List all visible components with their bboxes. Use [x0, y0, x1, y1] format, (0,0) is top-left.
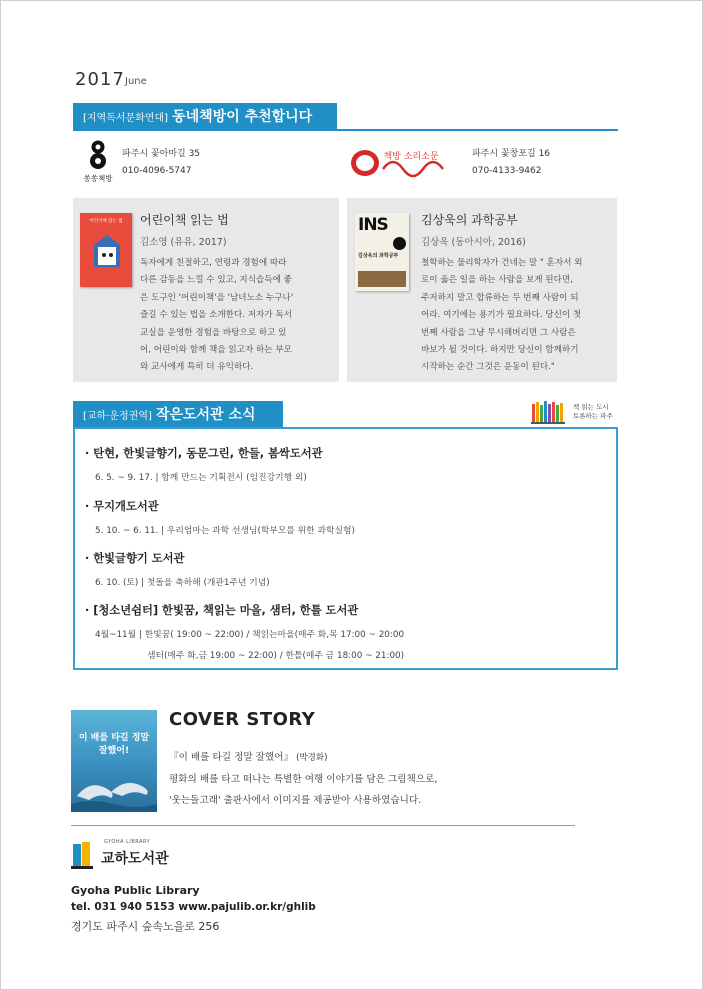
- cover-story-text: [169, 747, 589, 811]
- book1-desc-line: 즐길 수 있는 법을 소개한다. 저자가 독서: [140, 310, 292, 321]
- cover-story-line: '웃는돌고래' 출판사에서 이미지를 제공받아 사용하였습니다.: [169, 795, 422, 806]
- section2-tab: [73, 401, 283, 427]
- store1-logo-text: 쏭쏭책방: [83, 174, 113, 183]
- book2-cover-title: 김상욱의 과학공부: [358, 253, 399, 259]
- bullet: ·: [85, 552, 90, 565]
- book2-desc-line: 번째 사람을 그냥 무시해버리면 그 사람은: [421, 327, 576, 338]
- cover-story-book-title: 『이 배를 타길 정말 잘했어』: [169, 752, 294, 763]
- section1-tab-title: 동네책방이 추천합니다: [172, 109, 313, 125]
- book1-desc-line: 어, 어린이와 함께 책을 읽고자 하는 부모: [140, 345, 292, 356]
- bullet: ·: [85, 500, 90, 513]
- book1-desc-line: 은 도구인 '어린이책'을 '남녀노소 누구나': [140, 292, 294, 303]
- book1-desc-line: 독자에게 친절하고, 연령과 경험에 따라: [140, 258, 287, 268]
- section2-tab-small: [교하·운정권역]: [83, 410, 152, 422]
- library-logo-text: 교하도서관: [101, 851, 169, 867]
- cover-story-line: 평화의 배를 타고 떠나는 특별한 여행 이야기를 담은 그림책으로,: [169, 774, 438, 785]
- news-item: [85, 498, 355, 536]
- library-contact: tel. 031 940 5153 www.pajulib.or.kr/ghlib: [71, 901, 316, 913]
- cover-image: [71, 710, 157, 812]
- cover-story-book-line: [169, 747, 589, 769]
- section1-tab: [73, 103, 337, 129]
- book1-title: 어린이책 읽는 법: [140, 213, 229, 227]
- reading-city-logo-text: [573, 403, 613, 421]
- book1-author: 김소영 (유유, 2017): [140, 237, 227, 248]
- news-item-title-text: 무지개도서관: [93, 500, 159, 513]
- library-name: Gyoha Public Library: [71, 884, 200, 897]
- book2-cover-dot: [393, 237, 406, 250]
- library-logo-small-text: GYOHA LIBRARY: [104, 839, 151, 845]
- reading-city-line2: 토론하는 파주: [573, 412, 613, 420]
- news-item-title-text: 탄현, 한빛글향기, 동문그린, 한들, 봄싹도서관: [93, 447, 323, 460]
- book2-desc-line: 바보가 될 것이다. 하지만 당신이 함께하기: [421, 345, 579, 356]
- header-year: 2017: [75, 69, 125, 90]
- cover-story-heading: COVER STORY: [169, 709, 316, 730]
- book2-desc-line: 주저하지 말고 합류하는 두 번째 사람이 되: [421, 292, 579, 303]
- book2-desc-line: 철학하는 물리학자가 건네는 말 " 혼자서 외: [421, 258, 583, 268]
- store1-phone: 010-4096-5747: [122, 166, 192, 176]
- news-item: [85, 550, 270, 588]
- cover-image-text: 이 배를 타길 정말 잘했어!: [78, 733, 150, 756]
- section1-divider: [73, 129, 618, 131]
- books-icon: [531, 400, 569, 424]
- book1-desc-line: 교실을 운영한 경험을 바탕으로 하고 있: [140, 327, 287, 338]
- book1-description: [140, 255, 336, 377]
- book1-cover-title: 어린이책 읽는 법: [89, 219, 123, 224]
- dolphin-icon: [71, 766, 157, 812]
- news-item-detail: 샘터(매주 화,금 19:00 ~ 22:00) / 한틀(매주 금 18:00 ~ 21:00): [147, 651, 405, 661]
- book1-cover-illustration-icon: [92, 233, 122, 273]
- book2-cover: [355, 213, 409, 291]
- library-logo-icon: [71, 840, 95, 870]
- book1-desc-line: 다른 감동을 느낄 수 있고, 지식습득에 좋: [140, 275, 292, 286]
- book2-title: 김상욱의 과학공부: [421, 213, 518, 227]
- footer-divider: [71, 825, 575, 826]
- news-item-detail: 5. 10. ~ 6. 11. | 우리엄마는 과학 선생님(학부모를 위한 과학실험): [95, 526, 355, 536]
- reading-city-line1: 책 읽는 도시: [573, 403, 609, 411]
- book1-desc-line: 와 교사에게 특히 더 유익하다.: [140, 362, 254, 373]
- reading-city-logo: [531, 400, 621, 426]
- news-item-title: [85, 498, 355, 514]
- store2-logo-text: 책방 소리소문: [383, 152, 439, 162]
- book2-author: 김상욱 (동아시아, 2016): [421, 237, 526, 248]
- section1-tab-small: [지역독서문화연대]: [83, 112, 169, 124]
- news-item-title: [85, 602, 404, 618]
- store1-address: 파주시 꽃아마길 35: [122, 149, 201, 159]
- news-item-title-text: [청소년쉼터] 한빛꿈, 책읽는 마을, 샘터, 한틀 도서관: [93, 604, 359, 617]
- store2-phone: 070-4133-9462: [472, 166, 542, 176]
- cover-story-book-author: (박경화): [296, 753, 328, 763]
- news-item: [85, 445, 323, 483]
- news-item-detail: 6. 10. (토) | 첫돌을 축하해 (개관1주년 기념): [95, 578, 270, 588]
- news-item-detail: 6. 5. ~ 9. 17. | 함께 만드는 기획전시 (임진강기행 외): [95, 473, 307, 483]
- store2-logo: [349, 139, 455, 183]
- store2-info: [472, 146, 550, 180]
- gyoha-library-logo: [71, 838, 181, 870]
- book2-cover-big-text: INS: [358, 215, 388, 235]
- store1-logo-icon: [83, 139, 113, 185]
- store2-address: 파주시 꽃창포길 16: [472, 149, 551, 159]
- header-month: June: [125, 76, 147, 87]
- news-item-title-text: 한빛글향기 도서관: [93, 552, 185, 565]
- bullet: ·: [85, 604, 90, 617]
- book2-desc-line: 시작하는 순간 그것은 운동이 된다.": [421, 362, 555, 373]
- store1-logo: [83, 139, 113, 185]
- store2-logo-icon: [349, 139, 455, 183]
- book2-cover-band: [358, 271, 406, 287]
- bullet: ·: [85, 447, 90, 460]
- news-item-detail: 4월~11월 | 한빛꿈( 19:00 ~ 22:00) / 책읽는마을(매주 화,목 17:00 ~ 20:00: [95, 630, 405, 640]
- news-item-title: [85, 550, 270, 566]
- book2-description: [421, 255, 615, 377]
- book1-cover: [80, 213, 132, 287]
- section2-tab-title: 작은도서관 소식: [155, 407, 256, 423]
- store1-info: [122, 146, 200, 180]
- library-address: 경기도 파주시 숲속노을로 256: [71, 920, 220, 933]
- news-item: [85, 602, 404, 661]
- news-item-title: [85, 445, 323, 461]
- book2-desc-line: 로이 옳은 일을 하는 사람을 보게 된다면,: [421, 275, 573, 286]
- book2-desc-line: 어라. 여기에는 용기가 필요하다. 당신이 첫: [421, 310, 582, 321]
